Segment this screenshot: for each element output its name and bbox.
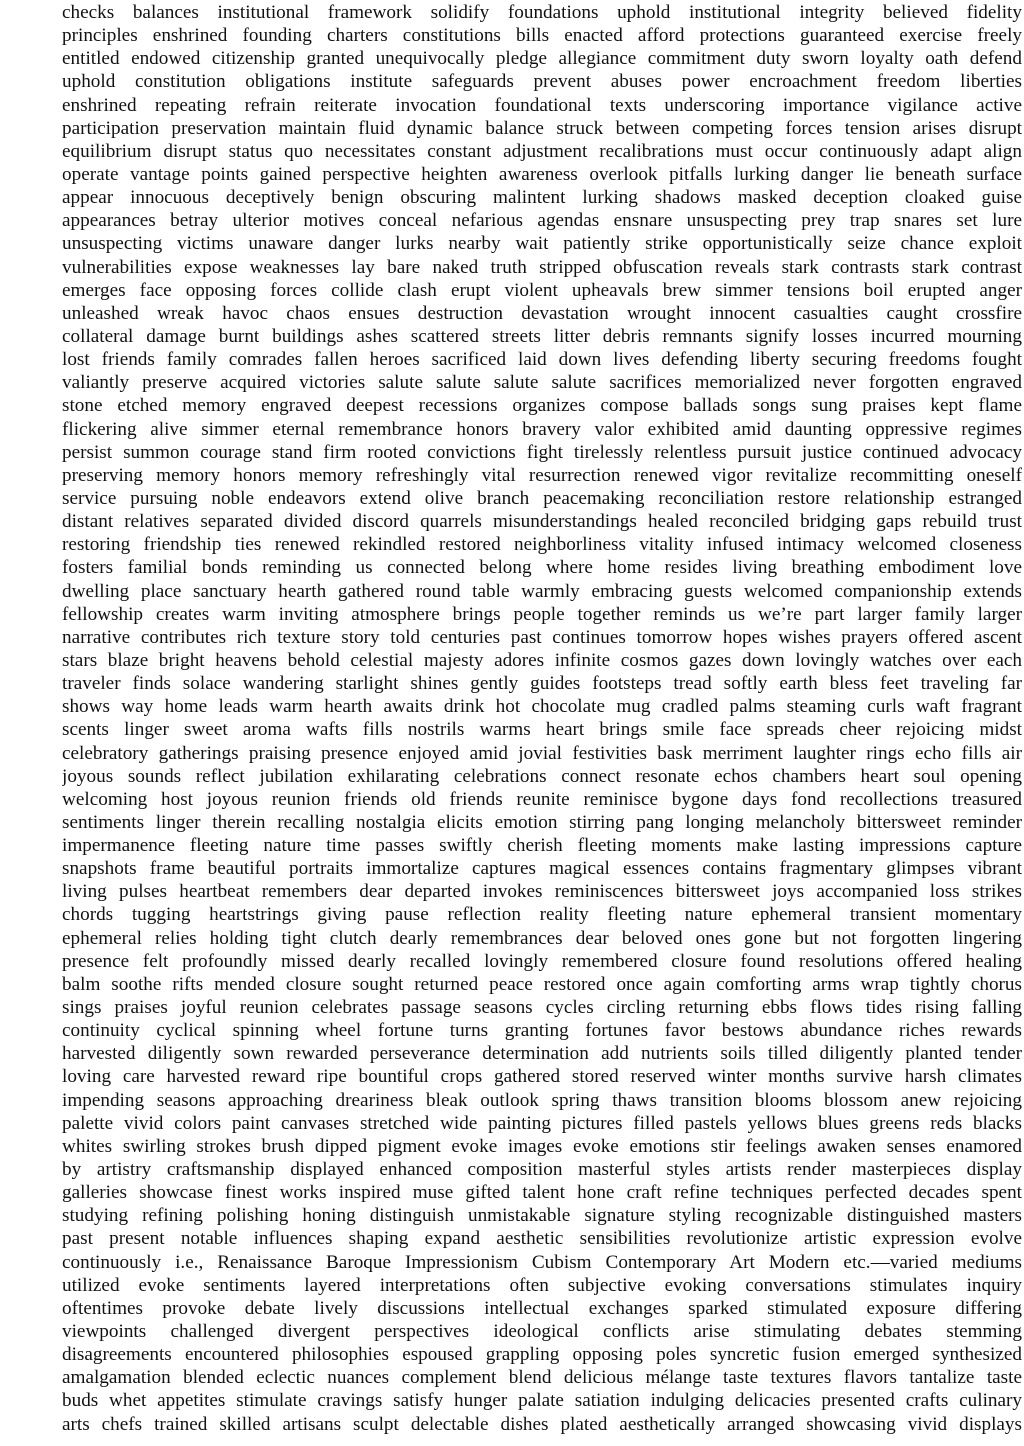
text-line: enshrined repeating refrain reiterate invocation foundational texts underscoring importance vigilance active: [62, 94, 1022, 116]
text-line: persist summon courage stand firm rooted convictions fight tirelessly relentless pursuit justice continued advocacy: [62, 441, 1022, 463]
text-line: operate vantage points gained perspective heighten awareness overlook pitfalls lurking danger lie beneath surface: [62, 163, 1022, 185]
text-line: preserving memory honors memory refreshingly vital resurrection renewed vigor revitalize recommitting oneself: [62, 464, 1022, 486]
text-line: by artistry craftsmanship displayed enhanced composition masterful styles artists render masterpieces display: [62, 1159, 1022, 1181]
text-line: whites swirling strokes brush dipped pigment evoke images evoke emotions stir feelings awaken senses enamored: [62, 1135, 1022, 1157]
text-line: impending seasons approaching dreariness bleak outlook spring thaws transition blooms blossom anew rejoicing: [62, 1089, 1022, 1111]
text-line: joyous sounds reflect jubilation exhilarating celebrations connect resonate echos chambers heart soul opening: [62, 765, 1022, 787]
text-line: arts chefs trained skilled artisans sculpt delectable dishes plated aesthetically arranged showcasing vivid displays: [62, 1413, 1022, 1435]
text-line: valiantly preserve acquired victories salute salute salute salute sacrifices memorialized never forgotten engraved: [62, 372, 1022, 394]
text-line: studying refining polishing honing distinguish unmistakable signature styling recognizable distinguished masters: [62, 1205, 1022, 1227]
text-line: participation preservation maintain fluid dynamic balance struck between competing forces tension arises disrupt: [62, 117, 1022, 139]
text-line: buds whet appetites stimulate cravings satisfy hunger palate satiation indulging delicacies presented crafts culinary: [62, 1390, 1022, 1412]
text-line: snapshots frame beautiful portraits immortalize captures magical essences contains fragmentary glimpses vibrant: [62, 858, 1022, 880]
text-line: celebratory gatherings praising presence enjoyed amid jovial festivities bask merriment laughter rings echo fills air: [62, 742, 1022, 764]
text-line: collateral damage burnt buildings ashes scattered streets litter debris remnants signify losses incurred mourning: [62, 325, 1022, 347]
text-line: sings praises joyful reunion celebrates passage seasons cycles circling returning ebbs flows tides rising falling: [62, 997, 1022, 1019]
text-line: distant relatives separated divided discord quarrels misunderstandings healed reconciled bridging gaps rebuild trust: [62, 511, 1022, 533]
text-line: traveler finds solace wandering starlight shines gently guides footsteps tread softly earth bless feet traveling far: [62, 673, 1022, 695]
text-line: galleries showcase finest works inspired muse gifted talent hone craft refine techniques perfected decades spent: [62, 1182, 1022, 1204]
text-line: chords tugging heartstrings giving pause reflection reality fleeting nature ephemeral transient momentary: [62, 904, 1022, 926]
text-line: narrative contributes rich texture story told centuries past continues tomorrow hopes wishes prayers offered ascent: [62, 626, 1022, 648]
body-text: [62, 1, 1022, 1436]
text-line: shows way home leads warm hearth awaits drink hot chocolate mug cradled palms steaming curls waft fragrant: [62, 696, 1022, 718]
text-line: emerges face opposing forces collide clash erupt violent upheavals brew simmer tensions boil erupted anger: [62, 279, 1022, 301]
text-line: appearances betray ulterior motives conceal nefarious agendas ensnare unsuspecting prey trap snares set lure: [62, 210, 1022, 232]
text-line: amalgamation blended eclectic nuances complement blend delicious mélange taste textures flavors tantalize taste: [62, 1367, 1022, 1389]
text-line: service pursuing noble endeavors extend olive branch peacemaking reconciliation restore relationship estranged: [62, 487, 1022, 509]
text-line: oftentimes provoke debate lively discussions intellectual exchanges sparked stimulated exposure differing: [62, 1297, 1022, 1319]
text-line: ephemeral relies holding tight clutch dearly remembrances dear beloved ones gone but not forgotten lingering: [62, 927, 1022, 949]
text-line: unsuspecting victims unaware danger lurks nearby wait patiently strike opportunistically seize chance exploit: [62, 233, 1022, 255]
text-line: viewpoints challenged divergent perspectives ideological conflicts arise stimulating debates stemming: [62, 1321, 1022, 1343]
text-line: past present notable influences shaping expand aesthetic sensibilities revolutionize artistic expression evolve: [62, 1228, 1022, 1250]
text-line: harvested diligently sown rewarded perseverance determination add nutrients soils tilled diligently planted tender: [62, 1043, 1022, 1065]
text-line: balm soothe rifts mended closure sought returned peace restored once again comforting arms wrap tightly chorus: [62, 973, 1022, 995]
text-line: continuously i.e., Renaissance Baroque Impressionism Cubism Contemporary Art Modern etc.—varied mediums: [62, 1251, 1022, 1273]
text-line: entitled endowed citizenship granted unequivocally pledge allegiance commitment duty sworn loyalty oath defend: [62, 48, 1022, 70]
text-line: presence felt profoundly missed dearly recalled lovingly remembered closure found resolutions offered healing: [62, 950, 1022, 972]
text-line: dwelling place sanctuary hearth gathered round table warmly embracing guests welcomed companionship extends: [62, 580, 1022, 602]
text-line: principles enshrined founding charters constitutions bills enacted afford protections guaranteed exercise freely: [62, 25, 1022, 47]
text-line: unleashed wreak havoc chaos ensues destruction devastation wrought innocent casualties caught crossfire: [62, 302, 1022, 324]
text-line: utilized evoke sentiments layered interpretations often subjective evoking conversations stimulates inquiry: [62, 1274, 1022, 1296]
text-line: fellowship creates warm inviting atmosphere brings people together reminds us we’re part larger family larger: [62, 603, 1022, 625]
text-line: equilibrium disrupt status quo necessitates constant adjustment recalibrations must occur continuously adapt align: [62, 140, 1022, 162]
text-line: stone etched memory engraved deepest recessions organizes compose ballads songs sung praises kept flame: [62, 395, 1022, 417]
text-line: restoring friendship ties renewed rekindled restored neighborliness vitality infused intimacy welcomed closeness: [62, 534, 1022, 556]
text-line: lost friends family comrades fallen heroes sacrificed laid down lives defending liberty securing freedoms fought: [62, 349, 1022, 371]
text-line: sentiments linger therein recalling nostalgia elicits emotion stirring pang longing melancholy bittersweet reminder: [62, 811, 1022, 833]
text-line: living pulses heartbeat remembers dear departed invokes reminiscences bittersweet joys accompanied loss strikes: [62, 881, 1022, 903]
text-line: vulnerabilities expose weaknesses lay bare naked truth stripped obfuscation reveals stark contrasts stark contrast: [62, 256, 1022, 278]
text-line: palette vivid colors paint canvases stretched wide painting pictures filled pastels yellows blues greens reds blacks: [62, 1112, 1022, 1134]
text-line: impermanence fleeting nature time passes swiftly cherish fleeting moments make lasting impressions capture: [62, 835, 1022, 857]
text-line: disagreements encountered philosophies espoused grappling opposing poles syncretic fusion emerged synthesized: [62, 1344, 1022, 1366]
text-line: continuity cyclical spinning wheel fortune turns granting fortunes favor bestows abundance riches rewards: [62, 1020, 1022, 1042]
text-line: checks balances institutional framework solidify foundations uphold institutional integrity believed fidelity: [62, 2, 1022, 23]
text-line: welcoming host joyous reunion friends old friends reunite reminisce bygone days fond recollections treasured: [62, 788, 1022, 810]
text-line: fosters familial bonds reminding us connected belong where home resides living breathing embodiment love: [62, 557, 1022, 579]
text-line: appear innocuous deceptively benign obscuring malintent lurking shadows masked deception cloaked guise: [62, 187, 1022, 209]
text-line: loving care harvested reward ripe bountiful crops gathered stored reserved winter months survive harsh climates: [62, 1066, 1022, 1088]
text-line: stars blaze bright heavens behold celestial majesty adores infinite cosmos gazes down lovingly watches over each: [62, 649, 1022, 671]
text-line: scents linger sweet aroma wafts fills nostrils warms heart brings smile face spreads cheer rejoicing midst: [62, 719, 1022, 741]
text-line: flickering alive simmer eternal remembrance honors bravery valor exhibited amid daunting oppressive regimes: [62, 418, 1022, 440]
text-line: uphold constitution obligations institute safeguards prevent abuses power encroachment freedom liberties: [62, 71, 1022, 93]
